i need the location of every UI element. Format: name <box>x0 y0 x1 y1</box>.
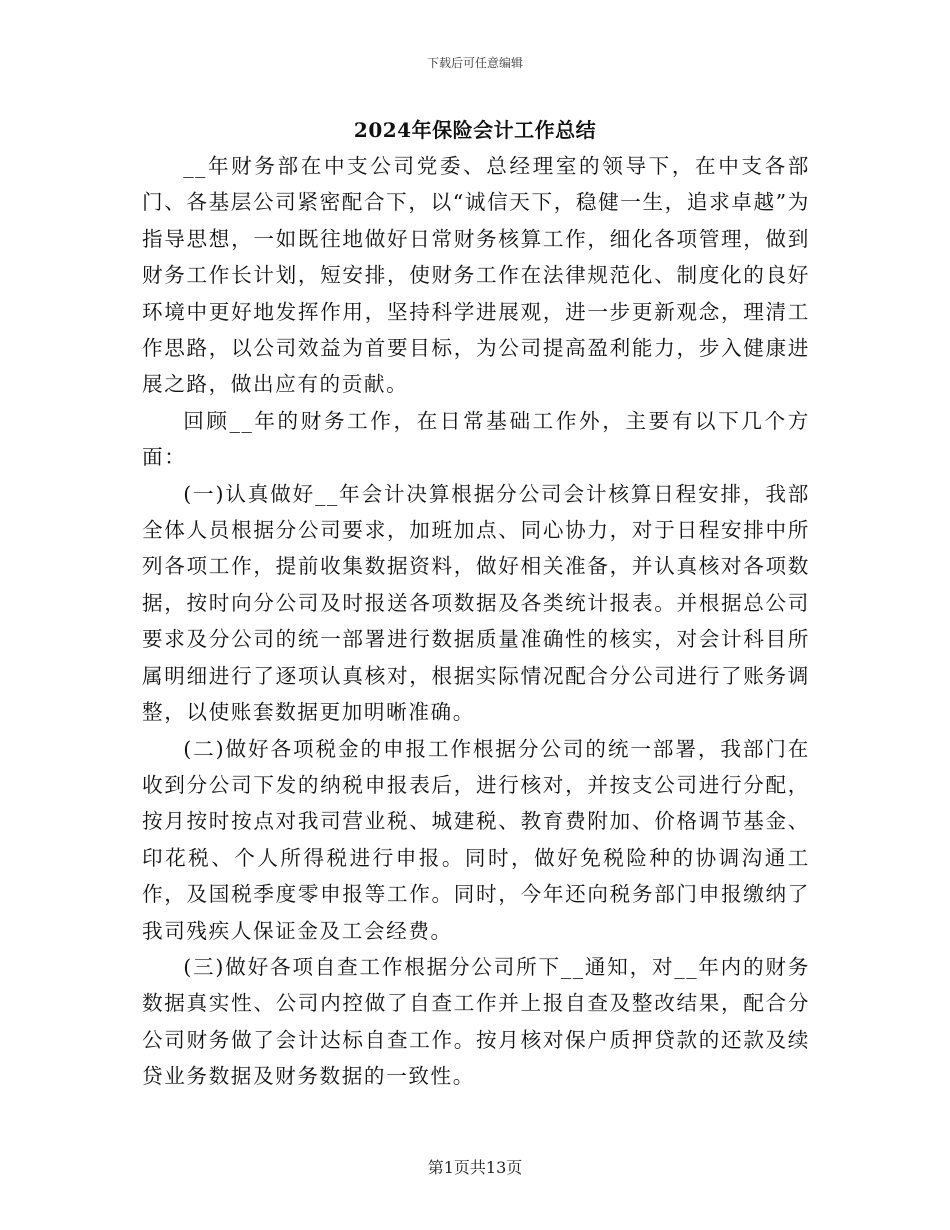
paragraph-section-3: (三)做好各项自查工作根据分公司所下__通知，对__年内的财务数据真实性、公司内控做了自查工作并上报自查及整改结果，配合分公司财务做了会计达标自查工作。按月核对保户质押贷款的还款及续贷业务数据及财务数据的一致性。 <box>142 954 810 1089</box>
document-title: 2024年保险会计工作总结 <box>353 118 597 142</box>
page-number: 第1页共13页 <box>427 1158 523 1177</box>
paragraph-review: 回顾__年的财务工作，在日常基础工作外，主要有以下几个方面： <box>142 408 810 470</box>
document-body <box>142 148 810 1095</box>
paragraph-intro: __年财务部在中支公司党委、总经理室的领导下，在中支各部门、各基层公司紧密配合下，以“诚信天下，稳健一生，追求卓越”为指导思想，一如既往地做好日常财务核算工作，细化各项管理，做到财务工作长计划，短安排，使财务工作在法律规范化、制度化的良好环境中更好地发挥作用，坚持科学进展观，进一步更新观念，理清工作思路，以公司效益为首要目标，为公司提高盈利能力，步入健康进展之路，做出应有的贡献。 <box>142 154 810 397</box>
paragraph-section-1: (一)认真做好__年会计决算根据分公司会计核算日程安排，我部全体人员根据分公司要求，加班加点、同心协力，对于日程安排中所列各项工作，提前收集数据资料，做好相关准备，并认真核对各项数据，按时向分公司及时报送各项数据及各类统计报表。并根据总公司要求及分公司的统一部署进行数据质量准确性的核实，对会计科目所属明细进行了逐项认真核对，根据实际情况配合分公司进行了账务调整，以使账套数据更加明晰准确。 <box>142 481 810 725</box>
paragraph-section-2: (二)做好各项税金的申报工作根据分公司的统一部署，我部门在收到分公司下发的纳税申报表后，进行核对，并按支公司进行分配，按月按时按点对我司营业税、城建税、教育费附加、价格调节基金、印花税、个人所得税进行申报。同时，做好免税险种的协调沟通工作，及国税季度零申报等工作。同时，今年还向税务部门申报缴纳了我司残疾人保证金及工会经费。 <box>142 736 810 943</box>
page-header: 下载后可任意编辑 <box>426 56 523 70</box>
